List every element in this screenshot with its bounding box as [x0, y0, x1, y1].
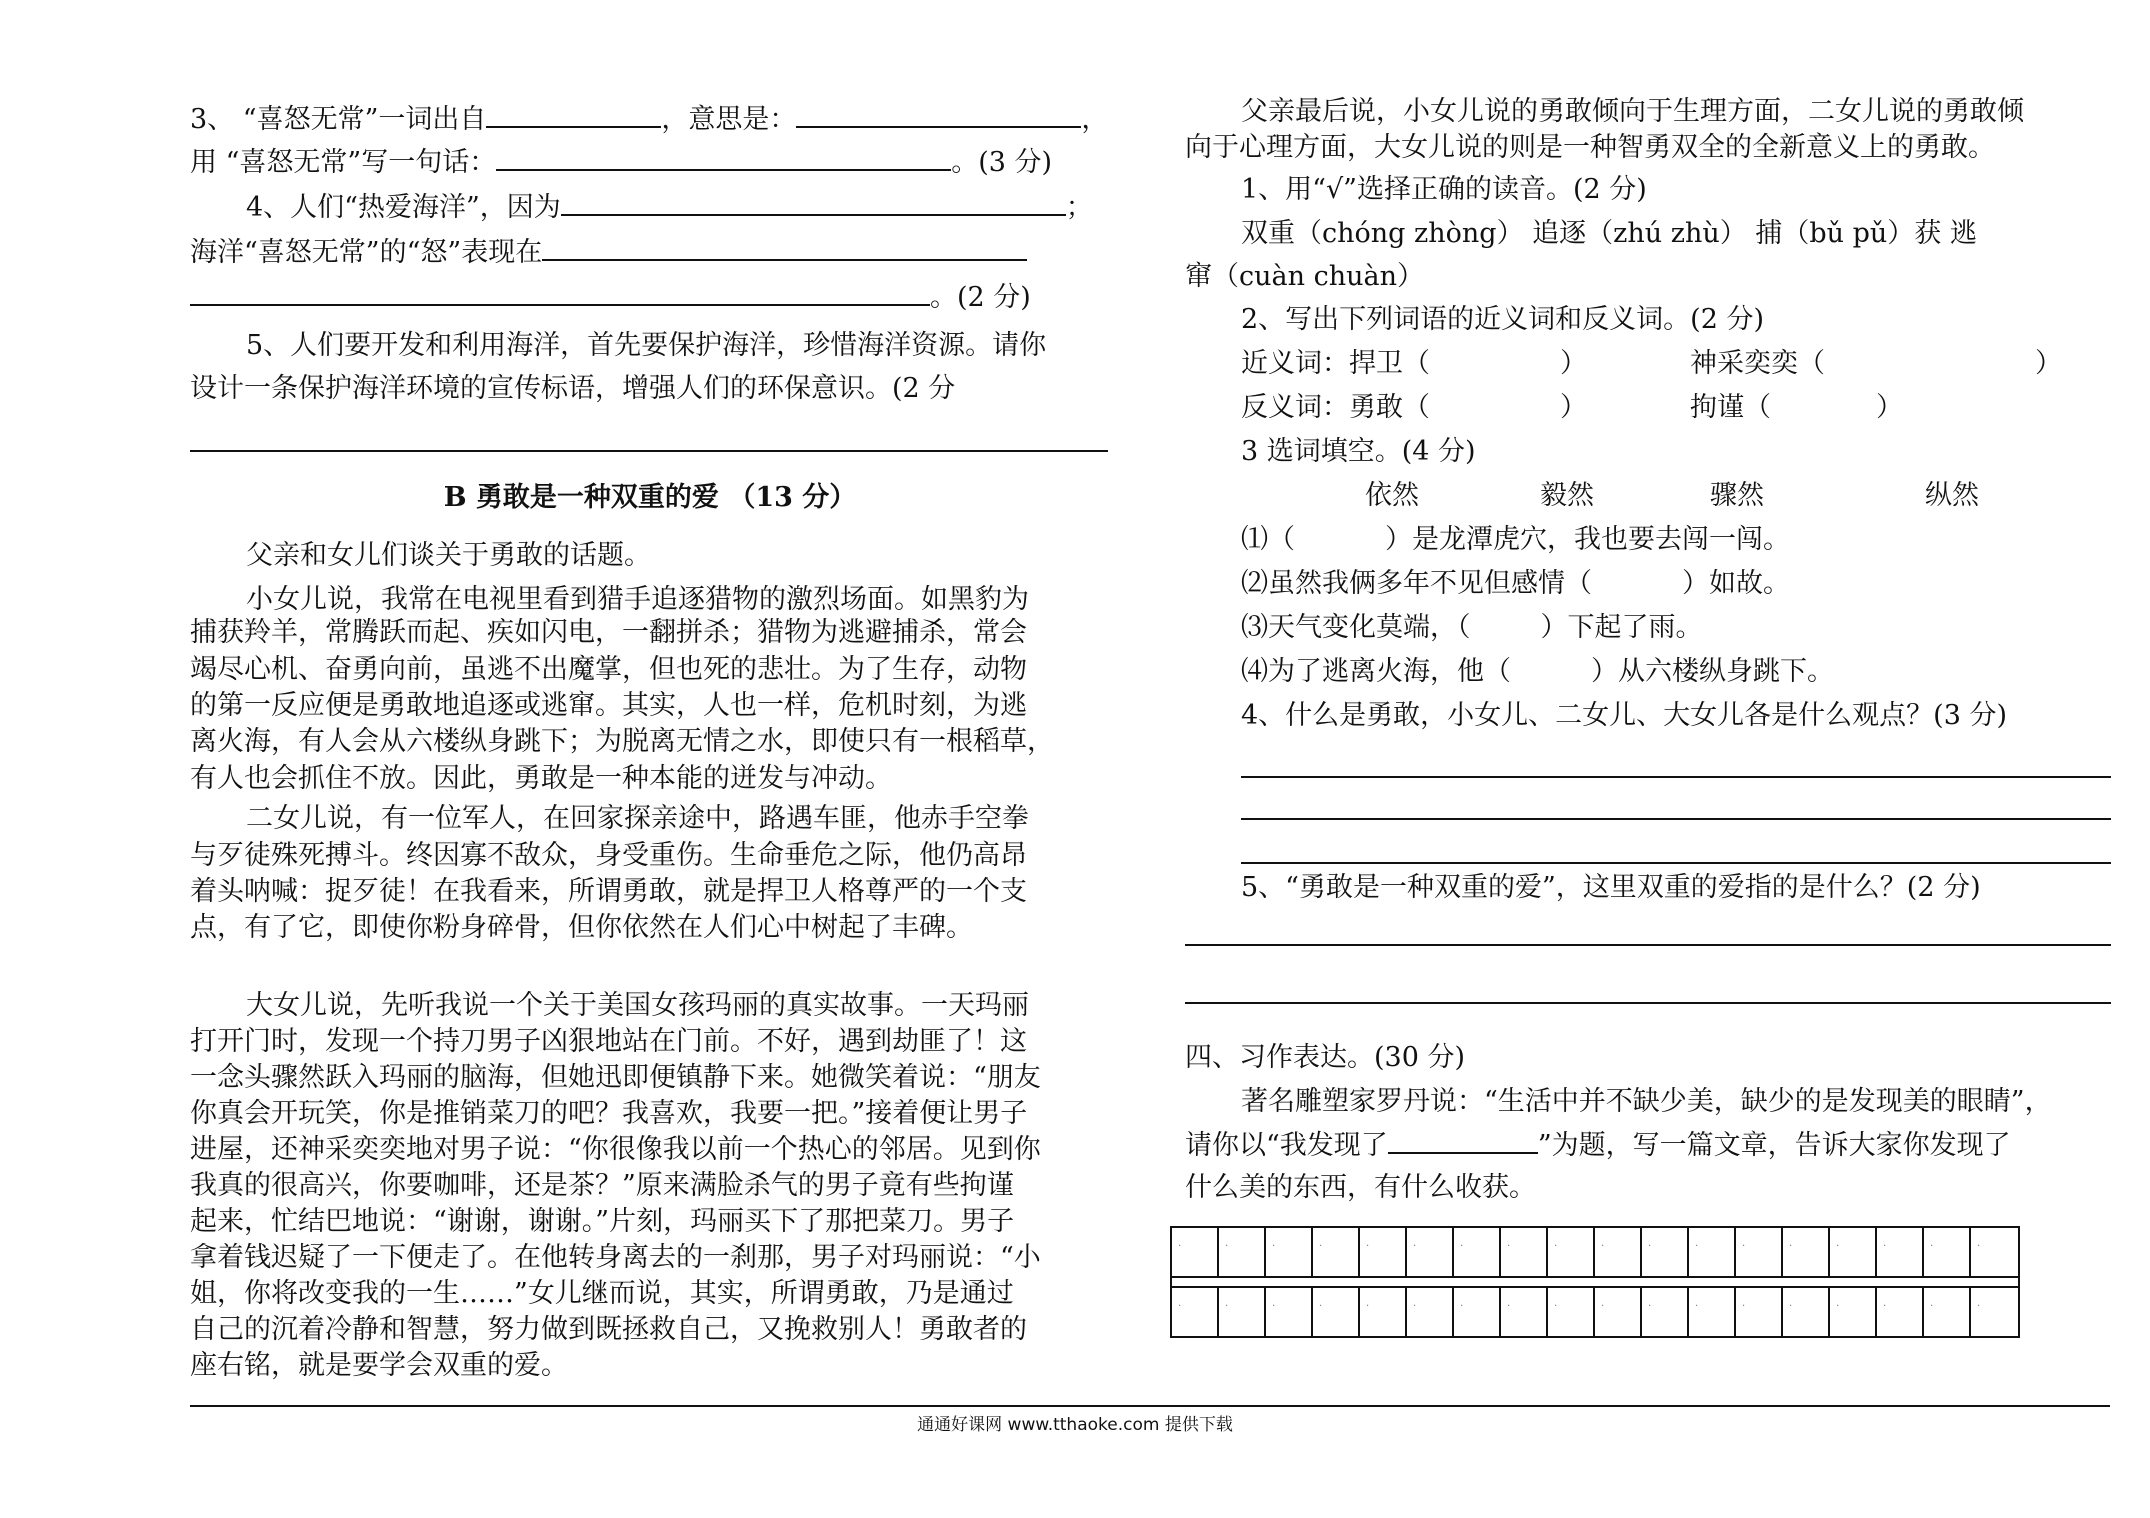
passage-line: 姐，你将改变我的一生……”女儿继而说，其实，所谓勇敢，乃是通过: [190, 1278, 1014, 1309]
fill-sentence-1: ⑴（ ）是龙潭虎穴，我也要去闯一闯。: [1241, 524, 1790, 555]
option-word: 纵然: [1925, 480, 1979, 511]
question-1: 1、用“√”选择正确的读音。(2 分): [1241, 174, 1647, 205]
grid-cell[interactable]: [1548, 1288, 1595, 1336]
passage-line: 捕获羚羊，常腾跃而起、疾如闪电，一翻拼杀；猎物为逃避捕杀，常会: [190, 617, 1027, 648]
answer-line[interactable]: [190, 450, 1108, 452]
question-3-line-1: 3、 “喜怒无常”一词出自 ，意思是： ，: [190, 98, 1108, 142]
grid-cell[interactable]: [1783, 1288, 1830, 1336]
passage-line: 着头呐喊：捉歹徒！在我看来，所谓勇敢，就是捍卫人格尊严的一个支: [190, 876, 1027, 907]
grid-cell[interactable]: [1877, 1288, 1924, 1336]
grid-cell[interactable]: [1313, 1228, 1360, 1276]
answer-blank[interactable]: [486, 100, 661, 128]
grid-row: [1172, 1228, 2018, 1276]
footer-source: 通通好课网 www.tthaoke.com 提供下载: [917, 1415, 1233, 1435]
passage-line: 竭尽心机、奋勇向前，虽逃不出魔掌，但也死的悲壮。为了生存，动物: [190, 654, 1027, 685]
grid-cell[interactable]: [1219, 1288, 1266, 1336]
grid-cell[interactable]: [1407, 1228, 1454, 1276]
question-4-line-1: 4、人们“热爱海洋”，因为 ；: [246, 186, 1093, 230]
writing-grid[interactable]: [1170, 1226, 2020, 1338]
option-word: 骤然: [1710, 480, 1764, 511]
option-word: 依然: [1365, 480, 1419, 511]
grid-cell[interactable]: [1689, 1228, 1736, 1276]
grid-cell[interactable]: [1783, 1228, 1830, 1276]
antonym-line: 反义词：勇敢（ ）: [1241, 392, 1587, 423]
answer-blank[interactable]: [190, 278, 930, 306]
answer-line[interactable]: [1185, 1002, 2111, 1004]
grid-cell[interactable]: [1877, 1228, 1924, 1276]
grid-cell[interactable]: [1501, 1288, 1548, 1336]
answer-line[interactable]: [1241, 818, 2111, 820]
answer-blank[interactable]: [796, 100, 1081, 128]
passage-line: 你真会开玩笑，你是推销菜刀的吧？我喜欢，我要一把。”接着便让男子: [190, 1098, 1028, 1129]
grid-cell[interactable]: [1830, 1228, 1877, 1276]
passage-line: 我真的很高兴，你要咖啡，还是茶？”原来满脸杀气的男子竟有些拘谨: [190, 1170, 1014, 1201]
passage-line: 起来，忙结巴地说：“谢谢，谢谢。”片刻，玛丽买下了那把菜刀。男子: [190, 1206, 1015, 1237]
essay-prompt-line: 请你以“我发现了 ”为题，写一篇文章，告诉大家你发现了: [1185, 1124, 2011, 1168]
word-options: [1365, 474, 1979, 518]
passage-line: 小女儿说，我常在电视里看到猎手追逐猎物的激烈场面。如黑豹为: [246, 584, 1029, 615]
grid-cell[interactable]: [1595, 1228, 1642, 1276]
passage-line: 大女儿说，先听我说一个关于美国女孩玛丽的真实故事。一天玛丽: [246, 990, 1029, 1021]
answer-blank[interactable]: [496, 143, 951, 171]
grid-cell[interactable]: [1736, 1288, 1783, 1336]
grid-cell[interactable]: [1971, 1228, 2018, 1276]
passage-line: 拿着钱迟疑了一下便走了。在他转身离去的一刹那，男子对玛丽说：“小: [190, 1242, 1041, 1273]
passage-line: 向于心理方面，大女儿说的则是一种智勇双全的全新意义上的勇敢。: [1185, 132, 1995, 163]
grid-cell[interactable]: [1266, 1228, 1313, 1276]
synonym-line-2: 神采奕奕（ ）: [1690, 348, 2062, 379]
question-2: 2、写出下列词语的近义词和反义词。(2 分): [1241, 304, 1765, 335]
grid-cell[interactable]: [1172, 1228, 1219, 1276]
question-3-line-2: 用 “喜怒无常”写一句话： 。(3 分): [190, 141, 1052, 185]
passage-line: 点，有了它，即使你粉身碎骨，但你依然在人们心中树起了丰碑。: [190, 912, 973, 943]
passage-line: 座右铭，就是要学会双重的爱。: [190, 1350, 568, 1381]
grid-cell[interactable]: [1830, 1288, 1877, 1336]
question-5-line-2: 设计一条保护海洋环境的宣传标语，增强人们的环保意识。(2 分: [190, 373, 956, 404]
passage-line: 的第一反应便是勇敢地追逐或逃窜。其实，人也一样，危机时刻，为逃: [190, 690, 1027, 721]
question-1-pinyin: 双重（chóng zhòng） 追逐（zhú zhù） 捕（bǔ pǔ）获 逃: [1241, 218, 1977, 249]
grid-cell[interactable]: [1642, 1228, 1689, 1276]
passage-line: 父亲和女儿们谈关于勇敢的话题。: [246, 540, 651, 571]
answer-blank[interactable]: [561, 188, 1066, 216]
passage-line: 进屋，还神采奕奕地对男子说：“你很像我以前一个热心的邻居。见到你: [190, 1134, 1041, 1165]
question-1-pinyin-2: 窜（cuàn chuàn）: [1185, 261, 1424, 292]
grid-cell[interactable]: [1219, 1228, 1266, 1276]
section-4-title: 四、习作表达。(30 分): [1185, 1042, 1466, 1073]
passage-line: 二女儿说，有一位军人，在回家探亲途中，路遇车匪，他赤手空拳: [246, 803, 1029, 834]
question-5-line-1: 5、人们要开发和利用海洋，首先要保护海洋，珍惜海洋资源。请你: [246, 330, 1047, 361]
option-word: 毅然: [1540, 480, 1594, 511]
essay-prompt-line: 什么美的东西，有什么收获。: [1185, 1172, 1536, 1203]
passage-line: 离火海，有人会从六楼纵身跳下；为脱离无情之水，即使只有一根稻草，: [190, 726, 1054, 757]
question-3-fill: 3 选词填空。(4 分): [1241, 436, 1476, 467]
antonym-line-2: 拘谨（ ）: [1690, 392, 1903, 423]
grid-cell[interactable]: [1971, 1288, 2018, 1336]
passage-line: 父亲最后说，小女儿说的勇敢倾向于生理方面，二女儿说的勇敢倾: [1241, 96, 2024, 127]
answer-line[interactable]: [1185, 944, 2111, 946]
question-4: 4、什么是勇敢，小女儿、二女儿、大女儿各是什么观点？(3 分): [1241, 700, 2008, 731]
grid-cell[interactable]: [1407, 1288, 1454, 1336]
synonym-line: 近义词：捍卫（ ）: [1241, 348, 1587, 379]
passage-line: 一念头骤然跃入玛丽的脑海，但她迅即便镇静下来。她微笑着说：“朋友: [190, 1062, 1041, 1093]
question-4-line-3: 。(2 分): [190, 276, 1031, 320]
grid-cell[interactable]: [1736, 1228, 1783, 1276]
bottom-rule: [190, 1405, 2110, 1407]
fill-sentence-2: ⑵虽然我俩多年不见但感情（ ）如故。: [1241, 568, 1790, 599]
essay-title-blank[interactable]: [1388, 1126, 1538, 1154]
grid-divider: [1172, 1276, 2018, 1288]
grid-cell[interactable]: [1501, 1228, 1548, 1276]
essay-prompt-line: 著名雕塑家罗丹说：“生活中并不缺少美，缺少的是发现美的眼睛”，: [1241, 1086, 2052, 1117]
grid-cell[interactable]: [1360, 1228, 1407, 1276]
grid-cell[interactable]: [1313, 1288, 1360, 1336]
section-b-title: B 勇敢是一种双重的爱 （13 分）: [443, 482, 857, 513]
grid-row: [1172, 1288, 2018, 1336]
passage-line: 有人也会抓住不放。因此，勇敢是一种本能的迸发与冲动。: [190, 763, 892, 794]
grid-cell[interactable]: [1454, 1288, 1501, 1336]
grid-cell[interactable]: [1924, 1228, 1971, 1276]
answer-line[interactable]: [1241, 862, 2111, 864]
answer-blank[interactable]: [542, 233, 1027, 261]
grid-cell[interactable]: [1548, 1228, 1595, 1276]
grid-cell[interactable]: [1266, 1288, 1313, 1336]
grid-cell[interactable]: [1924, 1288, 1971, 1336]
question-5: 5、“勇敢是一种双重的爱”，这里双重的爱指的是什么？(2 分): [1241, 872, 1981, 903]
passage-line: 与歹徒殊死搏斗。终因寡不敌众，身受重伤。生命垂危之际，他仍高昂: [190, 840, 1027, 871]
passage-line: 自己的沉着冷静和智慧，努力做到既拯救自己，又挽救别人！勇敢者的: [190, 1314, 1027, 1345]
grid-cell[interactable]: [1172, 1288, 1219, 1336]
fill-sentence-3: ⑶天气变化莫端，（ ）下起了雨。: [1241, 612, 1703, 643]
fill-sentence-4: ⑷为了逃离火海，他（ ）从六楼纵身跳下。: [1241, 656, 1834, 687]
grid-cell[interactable]: [1454, 1228, 1501, 1276]
answer-line[interactable]: [1241, 776, 2111, 778]
grid-cell[interactable]: [1595, 1288, 1642, 1336]
grid-cell[interactable]: [1360, 1288, 1407, 1336]
passage-line: 打开门时，发现一个持刀男子凶狠地站在门前。不好，遇到劫匪了！这: [190, 1026, 1027, 1057]
grid-cell[interactable]: [1689, 1288, 1736, 1336]
question-4-line-2: 海洋“喜怒无常”的“怒”表现在: [190, 231, 1027, 275]
grid-cell[interactable]: [1642, 1288, 1689, 1336]
